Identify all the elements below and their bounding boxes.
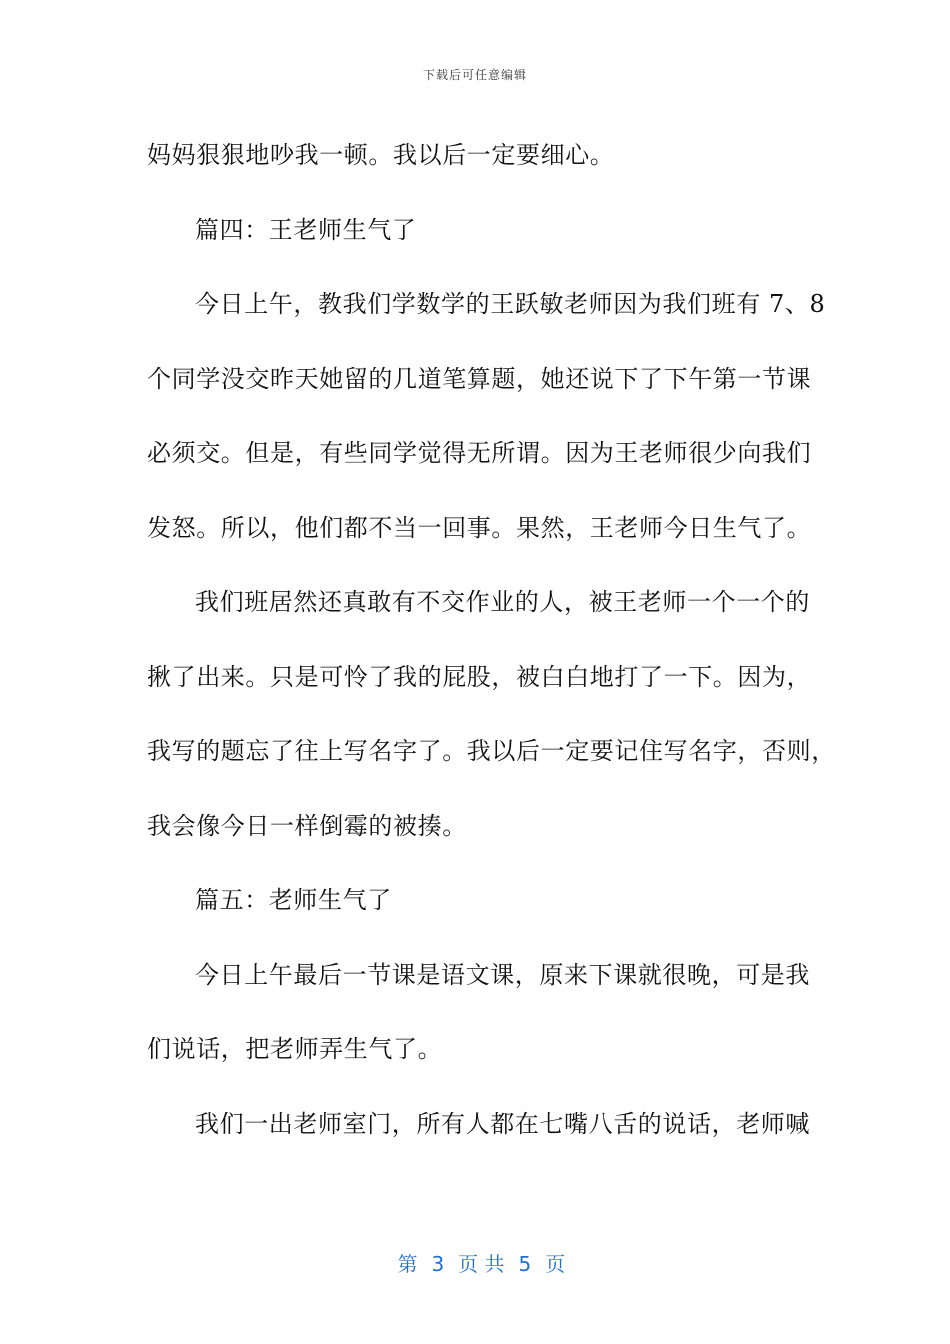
text-line: 我们一出老师室门，所有人都在七嘴八舌的说话，老师喊 [195, 1109, 810, 1138]
text-line: 我们班居然还真敢有不交作业的人，被王老师一个一个的 [195, 588, 810, 616]
text-line: 妈妈狠狠地吵我一顿。我以后一定要细心。 [147, 141, 615, 169]
document-body [147, 118, 836, 1161]
text-line: 我写的题忘了往上写名字了。我以后一定要记住写名字，否则， [147, 737, 836, 765]
footer-middle: 页 共 [458, 1252, 505, 1276]
text-line: 我会像今日一样倒霉的被揍。 [147, 811, 467, 840]
page-header: 下载后可任意编辑 [422, 68, 527, 82]
current-page-number: 3 [431, 1252, 445, 1276]
section-heading: 篇五：老师生气了 [195, 886, 392, 914]
text-line: 揪了出来。只是可怜了我的屁股，被白白地打了一下。因为， [147, 662, 812, 691]
footer-suffix: 页 [545, 1252, 566, 1276]
text-line: 必须交。但是，有些同学觉得无所谓。因为王老师很少向我们 [147, 439, 812, 467]
footer-prefix: 第 [397, 1252, 418, 1276]
section-heading: 篇四：王老师生气了 [195, 215, 417, 244]
page-footer [0, 1224, 950, 1277]
text-line: 今日上午最后一节课是语文课，原来下课就很晚，可是我 [195, 960, 810, 989]
text-line: 今日上午，教我们学数学的王跃敏老师因为我们班有 7、8 [195, 290, 826, 318]
text-line: 们说话，把老师弄生气了。 [147, 1035, 443, 1063]
total-pages-number: 5 [518, 1252, 532, 1276]
text-line: 发怒。所以，他们都不当一回事。果然，王老师今日生气了。 [147, 513, 812, 542]
text-line: 个同学没交昨天她留的几道笔算题，她还说下了下午第一节课 [147, 364, 812, 393]
